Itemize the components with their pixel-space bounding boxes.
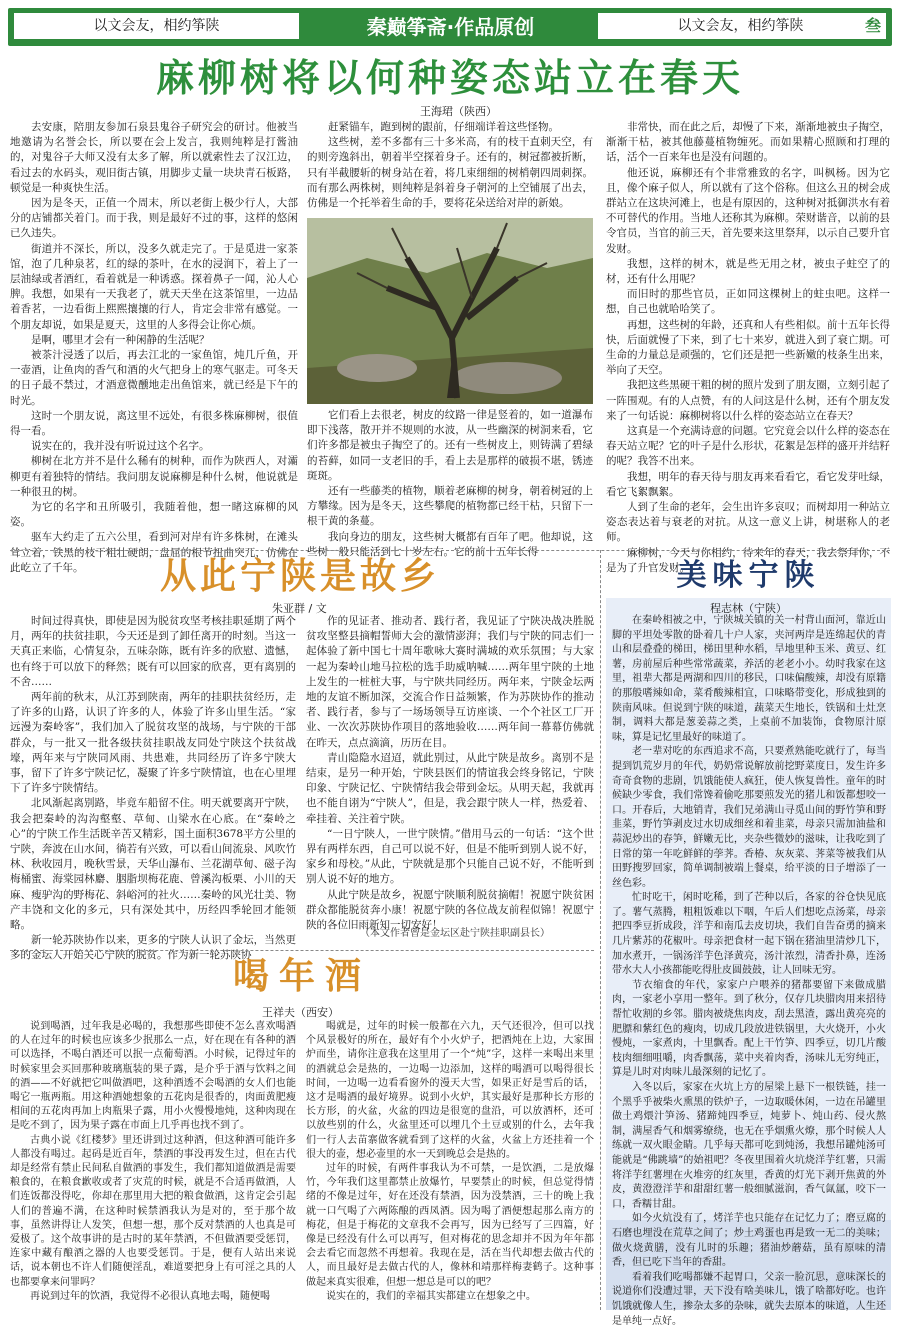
paragraph: 人到了生命的老年，会生出许多哀叹；而树却用一种站立姿态表达着与衰老的对抗。从这一意义上讲，树堪称人的老师。 <box>606 501 890 544</box>
paragraph: 北风渐起离别路，毕竟车船留不住。明天就要离开宁陕，我会把秦岭的沟沟壑壑、草甸、山梁水在心底。在“秦岭之心”的宁陕工作生活既辛苦又精彩，国土面积3678平方公里的宁陕，奔波在山水间，徜若有兴致，可以看山间流泉、风吹竹林、秋收园月，晚秋雪景，天华山瀑布、兰花湖草甸、磁子沟梅桶蜜、海棠园林麝、胭脂坝梅花鹿、曾溪沟板栗、小川的天麻、瘦驴沟的野梅花、斜峪河的社火……秦岭的风光壮美、物产丰饶和文化的多元，只有深处其中，历经四季轮回才能领略。 <box>10 797 296 932</box>
tree-photo <box>307 218 593 404</box>
article4-column <box>612 614 886 1327</box>
article2-byline: 朱亚群 / 文 <box>272 602 327 615</box>
paragraph: 过年的时候，有两件事我认为不可禁，一是饮酒，二是放爆竹，今年我们这里都禁止放爆竹，早要禁止的时候，但总觉得情绪的不像是过年，好在还没有禁酒，因为没禁酒，三十的晚上我就一口气喝了六两陈酿的西凤酒。因为喝了酒便想起那么南方的梅花，但是于梅花的文章我不会再写，因为已经写了三四篇，好像是已经没有什么可以再写，但对梅花的思念却并不因为年年都会去看它而忽然不再想着。我现在是，活在当代却想去做古代的人，而且最好是去做古代的人，像林和靖那样梅妻鹤子。这种事做起来真实很难，但想一想总是可以的吧？ <box>306 1163 594 1288</box>
article4-title: 美味宁陕 <box>676 558 821 593</box>
paragraph: 它们看上去很老，树皮的纹路一律是竖着的，如一道瀑布即下浅落，散开并不规则的水波，从一些幽深的树洞来看，它们许多都是被虫子掏空了的。还有一些树皮上，则铸满了碧绿的苔藓，如同一支老旧的手，看上去是那样的破损不堪，锈迹斑斑。 <box>307 409 593 482</box>
paragraph: 去安康，陪朋友参加石泉县鬼谷子研究会的研讨。他被当地邀请为名誉会长，所以要在会上发言，我则纯粹是打酱油的，对鬼谷子大师又没有太多了解，所以就索性去了汉江边，看过去的水码头，观旧街古镇，用脚步丈量一块块青石板路，顿觉是一种爽快生活。 <box>10 121 298 194</box>
article2-column-2 <box>306 614 594 932</box>
paragraph: 两年前的秋末，从江苏到陕南，两年的挂职扶贫经历，走了许多的山路，认识了许多的人，体验了许多山里生活。“家远漫为秦岭客”，我们加入了脱贫攻坚的战场，与宁陕的干部群众，与一批又一批各级扶贫挂职战友同处宁陕这个扶贫战壕，两年来与宁陕同风雨、共患难，共同经历了许多宁陕大事，留下了许多宁陕记忆，凝聚了许多宁陕情谊，也在心里埋下了许多宁陕情结。 <box>10 691 296 795</box>
paragraph: 这些树，差不多都有三十多米高，有的枝干直刺天空，有的则旁逸斜出，朝着半空探着身子。还有的，树冠都被折断，只有半截腰斩的树身站在着，将几束细细的树梢朝四周刺探。而有那么两株树，则纯粹是斜着身子朝河的上空铺展了出去，仿佛是一个托举着生命的手，要将花朵送给对岸的新娘。 <box>307 136 593 210</box>
paragraph: 还有一些藤类的植物，顺着老麻柳的树身，朝着树冠的上方攀缘。因为是冬天，这些攀爬的植物都已经干枯，只留下一根干黄的条蔓。 <box>307 485 593 528</box>
paragraph: 为它的名字和丑所吸引，我随着他，想一睹这麻柳的风姿。 <box>10 501 298 529</box>
article1-column-1 <box>10 120 298 574</box>
section-divider-2 <box>10 950 594 951</box>
paragraph: 新一轮苏陕协作以来，更多的宁陕人认识了金坛，当然更多的金坛人开始关心宁陕的脱贫。作为新一轮苏陕协 <box>10 934 296 962</box>
header-bar <box>8 8 892 46</box>
paragraph: 赶紧锚车，跑到树的跟前，仔细端详着这些怪物。 <box>328 121 559 133</box>
paragraph: 这时一个朋友说，离这里不远处，有很多株麻柳树，很值得一看。 <box>10 409 298 438</box>
section-divider <box>10 550 890 551</box>
paragraph: 在秦岭相被之中，宁陕城关镇的关一村背山面河，靠近山脚的平坦处零散的卧着几十户人家，夹河两岸是连绵起伏的青山和层叠叠的梯田，梯田里种水稻，旱地里种玉米、黄豆、红薯，房前屋后种些常常蔬菜，养活的老老小小。幼时我家在这里，祖辈大都是两湖和四川的移民，口味偏酸辣，却没有原籍的那般嗜辣如命，菜肴酸辣相宜，口味略带变化，形成独到的陕南风味。但说到宁陕的味道，蔬菜天生地长，铁锅和土灶烹制，调料大都是葱姜蒜之类，上桌前不加装饰，食物原汁原味，算是记忆里最好的味道了。 <box>612 615 886 743</box>
article2-column-1 <box>10 614 296 962</box>
paragraph: 入冬以后，家家在火坑上方的屋梁上悬下一根铁链，挂一个黑乎乎被柴火熏黑的铁炉子，一边取暖休闲，一边在吊罐里做土鸡煨汁笋汤、猪蹄炖四季豆，炖萝卜、炖山药、侵火熬制，满屋香气和烟雾缭绕，也无在乎烟熏火燎，那个时候人人练就一双火眼金睛。几乎每天都可吃到炖汤，我想吊罐炖汤可能就是“佛跳墙”的始祖吧？冬夜里围着火坑烧洋芋红薯，只需将洋芋红薯埋在火堆旁的红灰里，香黄的灯光下剥开焦黄的外皮，黄澄澄洋芋和甜甜红薯一般细腻滋润，香气氤氲，咬下一口，香糯甘甜。 <box>612 1082 886 1210</box>
paragraph: 从此宁陕是故乡，祝愿宁陕顺利脱贫摘帽！祝愿宁陕贫困群众都能脱贫奔小康！祝愿宁陕的各位战友前程似锦！祝愿宁陕的各位旧雨新知一切安好！ <box>306 888 594 932</box>
paragraph: 老一辈对吃的东西追求不高，只要煮熟能吃就行了，每当提到饥荒岁月的年代，奶奶常说解放前挖野菜度日，发生许多奇奇食物的悲剧，饥饿能使人疯狂，使人恢复兽性。童年的时候缺少零食，我们常馋着偷吃那要煎发光的猪儿和饭都想咬一口。开春后，大地销青，我们兄弟满山寻觅山间的野竹笋和野韭菜，野竹笋剥皮过水切成细丝和着韭菜，母亲只需加油盐和蒜泥炒出的春笋，鲜嫩无比，夹杂些微妙的滋味，让我吃到了日常的第一年吃鲜鲜的荸荠。香椿、灰灰菜、荠菜等被我们从田野搜罗回家，简单调制被端上餐桌，给平淡的日子增添了一丝色彩。 <box>612 746 886 889</box>
paragraph: 说到喝酒，过年我是必喝的，我想那些即使不怎么喜欢喝酒的人在过年的时候也应该多少抿那么一点，好在现在有各种的酒可以选择，不喝白酒还可以抿一点葡萄酒。小时候，记得过年的时候家里会买回那种玻璃瓶装的果子露，是介乎于酒与饮料之间的酒——不好就把它叫做酒吧，这种酒透不会喝酒的女人们也能喝它一瓶两瓶。用这种酒她想象的五花肉是很香的，肉面黄肥瘦相间的五花肉再加上肉瓶果子露，用小火慢慢地炖，这种肉现在是吃不到了，因为果子露在市面上几乎再也找不到了。 <box>10 1021 296 1132</box>
paragraph: “一日宁陕人，一世宁陕情。”借用马云的一句话：“这个世界有两样东西，自己可以说不好，但是不能听到别人说不好，家乡和母校。”从此，宁陕就是那个只能自己说不好，不能听到别人说不好的地方。 <box>306 827 594 886</box>
article1-column-3 <box>606 120 890 574</box>
paragraph: 驱车大约走了五六公里，看到河对岸有许多株树，在滩头耸立着，铁黑的枝干粗壮硬朗，盘屈的根节扭曲突兀，仿佛在此屹立了千年。 <box>10 531 298 574</box>
paragraph: 古典小说《红楼梦》里还讲到过这种酒，但这种酒可能许多人都没有喝过。起码是近百年，禁酒的事没再发生过，但在古代却是经常有禁止民间私自做酒的事发生，我们都知道做酒是需要粮食的，在粮食歉收或者了灾荒的时候，就是不合适再做酒，人们连饭都没得吃，你却在那里用大把的粮食做酒，这肯定会引起人们的普遍不满，在这种时候禁酒我认为是对的，至于那个故事，虽然讲得让人发笑，但想一想，那个反对禁酒的人也真是可爱极了。这个故事讲的是古时的某年禁酒，不但做酒要受惩罚，连家中藏有酿酒之器的人也要受惩罚。于是，便有人站出来说话，说本朝也不许人们随便淫乱，难道要把身上有可淫之具的人也都要拿来问罪吗？ <box>10 1134 296 1288</box>
paragraph: 非常快，而在此之后，却慢了下来，渐渐地被虫子掏空，渐渐干枯，被其他藤蔓植物缠死。而如果精心照顾和打理的话，活个一百来年也是没有问题的。 <box>606 121 890 164</box>
article1-byline: 王海珺（陕西） <box>420 105 497 118</box>
paragraph: 说实在的，我并没有听说过这个名字。 <box>31 440 210 453</box>
paragraph: 是啊，哪里才会有一种闲静的生活呢？ <box>31 333 210 346</box>
article2-title: 从此宁陕是故乡 <box>159 556 440 597</box>
paragraph: 再想，这些树的年龄，还真和人有些相似。前十五年长得快，后面就慢了下来，到了七十来岁，就进入到了衰亡期。可生命的力量总是顽强的，它们还是把一些新嫩的枝条生出来，举向了天空。 <box>606 318 890 377</box>
masthead: 秦巅筝斋·作品原创 <box>366 15 535 39</box>
article2-author-note: （本文作者曾是金坛区赴宁陕挂职副县长） <box>360 928 550 939</box>
article3-title: 喝年酒 <box>232 956 371 997</box>
paragraph: 麻柳树，今天与你相约，待来年的春天，我去祭拜你，不是为了升官发财。 <box>606 546 890 574</box>
paragraph: 而旧时的那些官员，正如同这棵树上的蛀虫吧。这样一想，自己也就哈哈笑了。 <box>606 288 890 316</box>
paragraph: 这真是一个充满诗意的问题。它究竟会以什么样的姿态在春天站立呢？它的叶子是什么形状，花絮是怎样的盛开并结籽的呢？我答不出来。 <box>606 425 890 468</box>
paragraph: 我向身边的朋友，这些树大概都有百年了吧。他却说，这些树一般只能活到七十岁左右。它的前十五年长得 <box>307 530 593 558</box>
paragraph: 我把这些黑硬干粗的树的照片发到了朋友圈，立刻引起了一阵围观。有的人点赞，有的人问这是什么树，还有个朋友发来了一句话说：麻柳树将以什么样的姿态站立在春天？ <box>606 379 890 422</box>
article1-column-2a <box>307 120 593 214</box>
paragraph: 他还说，麻柳还有个非常雅致的名字，叫枫杨。因为它且，像个麻子似人，所以就有了这个俗称。但这么丑的树会成群站立在这块河滩上，也是有原因的，这种树对抵御洪水有着不可替代的作用。当地人还称其为麻柳。荣财谐音，以前的县令官员，当官的前三天，首先要来这里祭拜，以示自己要升官发财。 <box>606 166 890 255</box>
column-divider <box>600 550 601 1310</box>
article3-byline: 王祥夫（西安） <box>262 1006 339 1019</box>
article4-byline: 程志林（宁陕） <box>710 602 787 615</box>
paragraph: 喝就是，过年的时候一般都在六九，天气还很冷，但可以找个风景极好的所在，最好有个小火炉子，把酒炖在上边，大家围炉而坐，请你注意我在这里用了一个“炖”字，这样一来喝出来里的酒就总会是热的，一边喝一边添加，这样的喝酒可以喝得很长时间，一边喝一边看看窗外的漫天大雪，如果正好是雪后的话，这才是喝酒的最好境界。说到小火炉，其实最好是那种长方形的长方形，的火盆，火盆的四边是很宽的盘沿，可以放酒杯，还可以放些别的什么，火盆里还可以埋几个土豆或别的什么，去年我们一行人去苗寨做客就看到了这样的火盆，火盆上方还挂着一个很大的壶，想必壶里的水一天到晚总会是热的。 <box>306 1021 594 1160</box>
paragraph: 作的见证者、推动者、践行者，我见证了宁陕决战决胜脱贫攻坚整县摘帽誓师大会的激情澎湃；我们与宁陕的同志们一起体验了新中国七十周年歌咏大赛时满城的欢乐氛围；与大家一起为秦岭山地马拉松的选手助威呐喊……两年里宁陕的土地上发生的一桩桩大事，与宁陕共同经历。两年来，宁陕金坛两地的友谊不断加深，交流合作日益频繁，作为苏陕协作的推动者、践行者，参与了一场场领导互访座谈、一个个社区工厂开业、一次次苏陕协作项目的落地验收……两年间一幕幕仿佛就在昨天，点点滴滴，历历在目。 <box>306 615 594 749</box>
paragraph: 节衣缩食的年代，家家户户喂养的猪都要留下来做成腊肉，一家老小享用一整年。到了秋分，仅存几块腊肉用来招待帮忙收割的乡邻。腊肉被烧焦肉皮，刮去黑渣，露出黄亮亮的肥膘和紫红色的瘦肉，切成几段放进铁锅里，大火烧开，小火慢炖，一家煮肉，十里飘香。配上干竹笋、四季豆，切几片酸枝肉细细咀嚼，肉香飘荡，菜中夹着肉香，汤味儿无穷纯正，算是儿时对肉味儿最深刻的记忆了。 <box>612 979 886 1079</box>
motto-right: 以文会友，相约筝陕 <box>598 13 883 39</box>
paragraph: 街道并不深长，所以，没多久就走完了。于是觅进一家茶馆，泡了几种泉茗，红的绿的茶叶，在水的浸润下，着上了一层油绿或者酒红，看着就是一种诱惑。探着鼻子一闻，沁人心脾。我想，如果有一天我老了，就天天坐在这茶馆里，一边品着香茗，一边看街上熙熙攘攘的行人，肯定会非常有感觉。一个朋友却说，如果是夏天，这里的人多得会让你心烦。 <box>10 242 298 331</box>
paragraph: 我想，明年的春天待与朋友再来看看它，看它发芽吐绿，看它飞絮飘絮。 <box>606 470 890 498</box>
paragraph: 柳树在北方并不是什么稀有的树种，而作为陕西人，对灞柳更有着独特的情结。我问朋友说麻柳是种什么树，他说就是一种很丑的树。 <box>10 455 298 498</box>
paragraph: 看着我们吃喝都嫌不起胃口，父亲一脸沉思，意味深长的说道你们没遭过罪，天下没有啥美味儿，饿了啥都好吃。也许饥饿就像人生，掺杂太多的杂味，就失去原本的味道，人生还是单纯一点好。 <box>612 1271 886 1327</box>
page-number: 叁 <box>860 13 886 39</box>
article1-column-2b <box>307 408 593 558</box>
paragraph: 时间过得真快，即使是因为脱贫攻坚考核挂职延期了两个月，两年的扶贫挂职，今天还是到了卸任离开的时刻。当这一天真正来临，心情复杂，五味杂陈，既有许多的欣慰、遗憾，也有终于可以放下的释然；既有可以回家的欣喜，更有离别的不舍…… <box>10 615 296 688</box>
paragraph: 说实在的，我们的幸福其实都建立在想象之中。 <box>326 1290 536 1302</box>
paragraph: 青山隐隐水迢迢，就此别过，从此宁陕是故乡。离别不是结束，是另一种开始，宁陕县医们的情谊我会终身铭记，宁陕印象、宁陕记忆、宁陕情结我会带到金坛。从明天起，我就再也不能自诩为“宁陕人”，但是，我会跟宁陕人一样，热爱着、牵挂着、关注着宁陕。 <box>306 751 594 825</box>
paragraph: 再说到过年的饮酒，我觉得不必很认真地去喝，随便喝 <box>30 1290 270 1302</box>
motto-left: 以文会友，相约筝陕 <box>14 13 299 39</box>
paragraph: 如今火炕没有了，烤洋芋也只能存在记忆力了；磨豆腐的石磨也埋没在荒草之间了；炒土鸡蛋也再是致一无二的美味；做火烧黄膳，没有儿时的乐趣；猪油炒蘑菇，虽有原味的清香，但已吃下当年的香甜。 <box>612 1213 886 1269</box>
article1-title: 麻柳树将以何种姿态站立在春天 <box>155 56 744 100</box>
paragraph: 忙时吃干，闲时吃稀，到了芒种以后，各家的谷仓快见底了。薯气蒸腾，粗粗饭难以下咽，午后人们想吃点汤菜，母亲把四季豆折成段，洋芋和南瓜去皮切块，我们自告奋勇的摘来几片紫苏的花椒叶。母亲把食材一起下锅在猪油里清炒几下，加水煮开，一锅汤洋芋色泽黄亮，汤汁浓烈，清香扑鼻，连汤带水大人小孩都能吃得肚皮圆鼓鼓，让人回味无穷。 <box>612 892 886 977</box>
paragraph: 我想，这样的树木，就是些无用之材，被虫子蛀空了的材，还有什么用呢？ <box>606 257 890 286</box>
paragraph: 被茶汁浸透了以后，再去江北的一家鱼馆，炖几斤鱼，开一壶酒，让鱼肉的香气和酒的火气把身上的寒气驱走。可冬天的日子最不禁过，才酒意微醺地走出鱼馆来，就已经是下午的时光。 <box>10 349 298 407</box>
paragraph: 因为是冬天，正值一个周末，所以老街上极少行人，大部分的店铺都关着门。而于我，则是最好不过的事，这样的悠闲已久违失。 <box>10 197 298 240</box>
article3-column-1 <box>10 1020 296 1310</box>
article3-column-2 <box>306 1020 594 1310</box>
